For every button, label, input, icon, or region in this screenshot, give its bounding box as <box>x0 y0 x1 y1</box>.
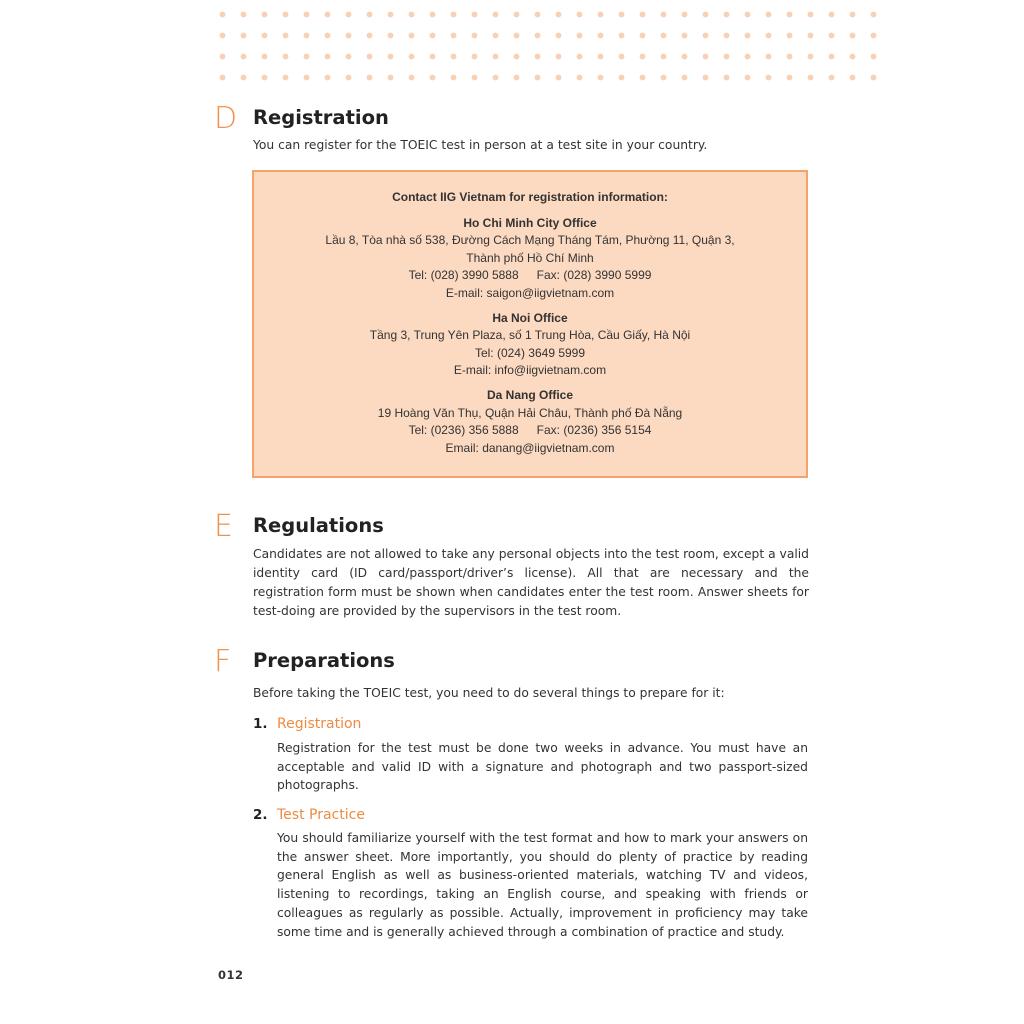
office-name: Ho Chi Minh City Office <box>463 215 597 230</box>
office-hcm <box>254 215 806 303</box>
section-letter-d: D <box>214 101 238 136</box>
section-title-registration: Registration <box>253 106 389 129</box>
preparations-intro-text: Before taking the TOEIC test, you need to do several things to prepare for it: <box>253 686 725 700</box>
item-number: 2. <box>253 807 268 823</box>
page-number: 012 <box>218 968 244 982</box>
contact-info-box <box>252 170 808 478</box>
item-title-registration: Registration <box>277 716 362 732</box>
contact-intro: Contact IIG Vietnam for registration information: <box>392 190 668 204</box>
office-address-line: Tầng 3, Trung Yên Plaza, số 1 Trung Hòa, Cầu Giấy, Hà Nội <box>369 328 691 343</box>
office-tel: Tel: (024) 3649 5999 <box>474 345 586 360</box>
office-tel: Tel: (0236) 356 5888 <box>408 423 519 438</box>
section-letter-f: F <box>214 644 232 679</box>
item-number: 1. <box>253 716 268 732</box>
section-letter-e: E <box>214 509 233 544</box>
office-address-line: 19 Hoàng Văn Thụ, Quận Hải Châu, Thành phố Đà Nẵng <box>377 405 683 420</box>
office-email: E-mail: info@iigvietnam.com <box>453 363 607 378</box>
regulations-text: Candidates are not allowed to take any personal objects into the test room, except a valid identity card (ID card/passport/driver’s license). All that are necessary and the registration form must be shown when candidates enter the test room. Answer sheets for test-doing are provided by the supervisors in the test room. <box>253 547 809 618</box>
office-tel: Tel: (028) 3990 5888 <box>408 268 519 283</box>
decorative-dot-pattern <box>212 0 884 84</box>
office-name: Ha Noi Office <box>492 310 568 325</box>
office-email: E-mail: saigon@iigvietnam.com <box>445 285 615 300</box>
office-address-line: Lầu 8, Tòa nhà số 538, Đường Cách Mạng Tháng Tám, Phường 11, Quận 3, <box>325 233 735 248</box>
item-text-test-practice: You should familiarize yourself with the test format and how to mark your answers on the answer sheet. More importantly, you should do plenty of practice by reading general English as well as business-oriented materials, watching TV and videos, listening to recordings, taking an English course, and speaking with friends or colleagues as regularly as possible. Actually, improvement in proficiency may take some time and is generally achieved through a combination of practice and study. <box>277 831 808 939</box>
office-phone-line <box>254 267 806 285</box>
item-text-registration: Registration for the test must be done two weeks in advance. You must have an acceptable and valid ID with a signature and photograph and two passport-sized photographs. <box>277 741 808 793</box>
office-name: Da Nang Office <box>486 387 573 402</box>
office-email: Email: danang@iigvietnam.com <box>445 440 615 455</box>
item-title-test-practice: Test Practice <box>277 807 365 823</box>
section-title-preparations: Preparations <box>253 649 395 672</box>
section-title-regulations: Regulations <box>253 514 384 537</box>
office-hanoi <box>254 310 806 380</box>
office-phone-line <box>254 422 806 440</box>
registration-intro-text: You can register for the TOEIC test in person at a test site in your country. <box>253 138 708 152</box>
office-fax: Fax: (028) 3990 5999 <box>536 268 652 283</box>
office-address-line: Thành phố Hồ Chí Minh <box>466 250 594 265</box>
office-danang <box>254 387 806 457</box>
office-fax: Fax: (0236) 356 5154 <box>536 423 652 438</box>
